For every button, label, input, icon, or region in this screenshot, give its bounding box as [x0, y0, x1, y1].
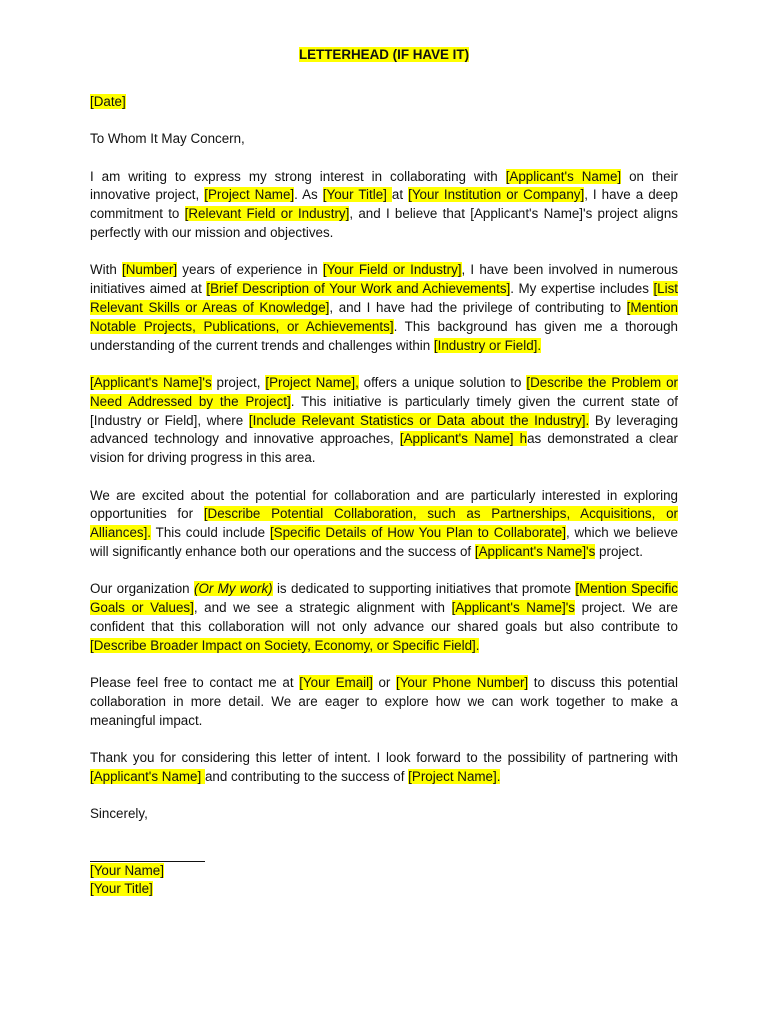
placeholder: [Describe Potential Collaboration, such as Partnerships, Acquisitions, or Alliances].	[90, 506, 679, 541]
text: Our organization	[90, 581, 194, 597]
paragraph-organization	[90, 580, 678, 655]
placeholder: [Applicant's Name]	[90, 768, 205, 784]
placeholder: [Applicant's Name]	[505, 168, 622, 184]
text: , and I have had the privilege of contributing to	[329, 299, 627, 315]
placeholder: [Project Name]	[204, 187, 295, 203]
date-line	[90, 93, 678, 112]
placeholder: [Number]	[121, 262, 178, 278]
text: offers a unique solution to	[358, 374, 527, 390]
signature-block	[90, 843, 678, 900]
paragraph-contact	[90, 674, 678, 730]
text: is dedicated to supporting initiatives that promote	[272, 581, 576, 597]
paragraph-collaboration	[90, 487, 678, 562]
placeholder: [Describe the Problem or Need Addressed by the Project]	[90, 374, 678, 409]
signature-line	[90, 843, 205, 862]
placeholder: [Applicant's Name]'s	[90, 374, 212, 390]
text: or	[372, 675, 397, 691]
placeholder: [Your Phone Number]	[396, 675, 529, 691]
text: at	[391, 187, 409, 203]
placeholder: [Relevant Field or Industry]	[184, 206, 350, 222]
text: , and we see a strategic alignment with	[193, 600, 452, 616]
placeholder: [Project Name],	[265, 374, 359, 390]
placeholder: [Your Field or Industry]	[322, 262, 462, 278]
salutation: To Whom It May Concern,	[90, 131, 245, 147]
text: With	[90, 262, 122, 278]
text: years of experience in	[177, 262, 323, 278]
placeholder: (Or My work)	[193, 581, 273, 597]
text: on their innovative project,	[90, 168, 679, 203]
placeholder: [Your Name]	[90, 862, 164, 878]
placeholder: [Your Email]	[299, 675, 373, 691]
placeholder: [Mention Notable Projects, Publications, or Achievements]	[90, 299, 678, 334]
text: , which we believe will significantly enhance both our operations and the success of	[90, 525, 679, 559]
letterhead-text: LETTERHEAD (IF HAVE IT)	[298, 47, 470, 62]
text: Thank you for considering this letter of intent. I look forward to the possibility of partnering with	[90, 750, 678, 766]
text: project,	[211, 374, 266, 390]
signature-name	[90, 862, 678, 881]
text: as demonstrated a clear vision for driving progress in this area.	[90, 431, 678, 466]
text: Please feel free to contact me at	[90, 675, 300, 691]
placeholder: [List Relevant Skills or Areas of Knowledge]	[90, 281, 678, 315]
text: I am writing to express my strong interest in collaborating with	[90, 168, 506, 184]
placeholder: [Brief Description of Your Work and Achievements]	[206, 281, 511, 297]
text: By leveraging advanced technology and innovative approaches,	[90, 412, 679, 447]
paragraph-intro	[90, 168, 678, 243]
text: to discuss this potential collaboration in more detail. We are eager to explore how we can work together to make a meaningful impact.	[90, 675, 678, 728]
text: , I have a deep commitment to	[90, 187, 678, 222]
text: We are excited about the potential for collaboration and are particularly interested in exploring opportunities for	[90, 487, 678, 522]
text: project.	[595, 543, 643, 559]
placeholder: [Applicant's Name]'s	[474, 543, 596, 559]
placeholder: [Applicant's Name]'s	[451, 600, 575, 616]
closing: Sincerely,	[90, 806, 148, 822]
signature-title	[90, 880, 678, 899]
placeholder: [Your Title]	[322, 187, 392, 203]
placeholder: [Applicant's Name] h	[399, 431, 528, 447]
date-placeholder: [Date]	[90, 93, 126, 109]
paragraph-project	[90, 374, 678, 468]
text: and contributing to the success of	[204, 768, 409, 784]
letterhead-title	[90, 46, 678, 65]
text: , and I believe that [Applicant's Name]'s project aligns perfectly with our mission and objectives.	[90, 206, 679, 240]
paragraph-experience	[90, 261, 678, 355]
placeholder: [Your Title]	[90, 881, 153, 897]
text: This could include	[151, 525, 270, 541]
text: project. We are confident that this collaboration will not only advance our shared goals but also contribute to	[90, 600, 678, 634]
text: . This initiative is particularly timely given the current state of [Industry or Field], where	[90, 393, 678, 428]
placeholder: [Your Institution or Company]	[408, 187, 585, 203]
placeholder: [Industry or Field].	[433, 337, 542, 353]
placeholder: [Include Relevant Statistics or Data about the Industry].	[248, 412, 590, 428]
letter-body	[90, 46, 678, 899]
text: . This background has given me a thorough understanding of the current trends and challenges within	[90, 318, 679, 353]
placeholder: [Mention Specific Goals or Values]	[90, 581, 679, 616]
paragraph-thanks	[90, 749, 678, 787]
text: . My expertise includes	[510, 281, 654, 297]
text: , I have been involved in numerous initiatives aimed at	[90, 262, 678, 297]
placeholder: [Describe Broader Impact on Society, Economy, or Specific Field].	[90, 637, 480, 653]
placeholder: [Specific Details of How You Plan to Collaborate]	[269, 525, 566, 541]
placeholder: [Project Name].	[408, 768, 501, 784]
text: . As	[294, 187, 323, 203]
